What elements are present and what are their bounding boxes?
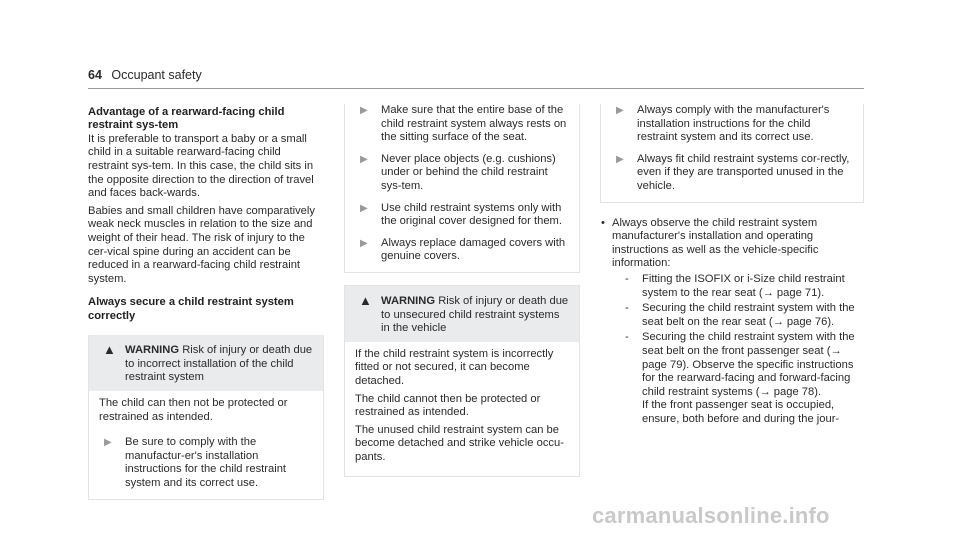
- page-number: 64: [88, 68, 102, 82]
- sub-list-item: - Securing the child restraint system with the seat belt on the front passenger seat (→ page 79). Observe the specific instructions for the rearward-facing and forward-facing child restraint systems (→ page 78). If the front passenger seat is occupied, ensure, both before and during the jour-: [612, 331, 864, 426]
- list-item: ▶ Never place objects (e.g. cushions) under or behind the child restraint sys-tem.: [360, 152, 556, 192]
- page-header: [88, 68, 202, 82]
- paragraph: The child cannot then be protected or restrained as intended.: [355, 392, 541, 419]
- arrow-bullet-icon: ▶: [616, 105, 624, 116]
- paragraph: The child can then not be protected or restrained as intended.: [99, 396, 288, 423]
- bullet-dot-icon: •: [601, 216, 605, 229]
- warning-triangle-icon: ▲: [359, 292, 372, 308]
- warning-label: WARNING: [381, 294, 436, 307]
- paragraph: The unused child restraint system can be become detached and strike vehicle occu-pants.: [355, 423, 564, 463]
- warning-box: [88, 335, 324, 499]
- column-2: [344, 104, 580, 477]
- arrow-bullet-icon: ▶: [360, 237, 368, 249]
- column-1: [88, 106, 324, 500]
- warning-body: [345, 342, 579, 477]
- arrow-bullet-icon: ▶: [360, 105, 368, 116]
- warning-triangle-icon: ▲: [103, 342, 116, 358]
- heading-advantage: Advantage of a rearward-facing child restraint sys-tem: [88, 106, 285, 132]
- arrow-bullet-icon: ▶: [616, 153, 624, 165]
- warning-text: Risk of injury or death due to incorrect installation of the child restraint system: [125, 344, 313, 384]
- paragraph: If the front passenger seat is occupied, ensure, both before and during the jour-: [642, 399, 840, 425]
- arrow-bullet-icon: ▶: [360, 202, 368, 214]
- list-item: ▶ Make sure that the entire base of the child restraint system always rests on the sitting surface of the seat.: [360, 104, 567, 144]
- list-item: ▶ Always fit child restraint systems cor-rectly, even if they are transported unused in the vehicle.: [616, 152, 850, 192]
- heading-secure: Always secure a child restraint system correctly: [88, 296, 294, 322]
- sub-list-item: - Securing the child restraint system with the seat belt on the rear seat (→ page 76).: [625, 302, 855, 328]
- warning-body: [89, 391, 323, 436]
- warning-box-continued: [344, 104, 580, 273]
- list-item: • Always observe the child restraint system manufacturer's installation and operating instructions as well as the vehicle-specific information: - Fitting the ISOFIX or i-Size child restraint system to the rear seat (→ page 71). - Securing the child restraint system with the seat belt on the rear seat (→ page 76). - Securing the child restraint system with the seat belt on the front passenger seat (→ page 79). Observe the specific instructions for the rearward-facing and forward-facing child restraint systems (→ page 78). If the front passenger seat is occupied, ensure, both before and during the jour-: [600, 217, 864, 427]
- header-divider: [88, 88, 864, 89]
- arrow-bullet-icon: ▶: [104, 437, 112, 449]
- arrow-bullet-icon: ▶: [360, 153, 368, 165]
- warning-header: [345, 286, 579, 342]
- column-3: [600, 104, 864, 426]
- watermark-logo: carmanualsonline.info: [592, 503, 830, 528]
- list-item: ▶ Be sure to comply with the manufactur-er's installation instructions for the child restraint system and its correct use.: [104, 436, 287, 489]
- list-item: ▶ Always comply with the manufacturer's installation instructions for the child restraint system and its correct use.: [616, 104, 830, 144]
- paragraph: If the child restraint system is incorrectly fitted or not secured, it can become detached.: [355, 347, 554, 387]
- list-item: ▶ Always replace damaged covers with genuine covers.: [360, 236, 566, 263]
- sub-list-item: - Fitting the ISOFIX or i-Size child restraint system to the rear seat (→ page 71).: [625, 272, 845, 299]
- warning-text: Risk of injury or death due to unsecured child restraint systems in the vehicle: [381, 294, 569, 335]
- list-item: ▶ Use child restraint systems only with the original cover designed for them.: [360, 201, 562, 228]
- warning-box-continued: [600, 104, 864, 203]
- warning-header: [89, 335, 323, 391]
- section-title: Occupant safety: [111, 68, 202, 82]
- warning-box: [344, 285, 580, 478]
- paragraph: Babies and small children have comparatively weak neck muscles in relation to the size and weight of their head. The risk of injury to the cer-vical spine during an accident can be reduced in a rearward-facing child restraint system.: [88, 204, 315, 285]
- paragraph: It is preferable to transport a baby or a small child in a suitable rearward-facing child restraint sys-tem. In this case, the child sits in the opposite direction to the direction of travel and faces back-wards.: [88, 132, 314, 200]
- warning-label: WARNING: [125, 344, 180, 357]
